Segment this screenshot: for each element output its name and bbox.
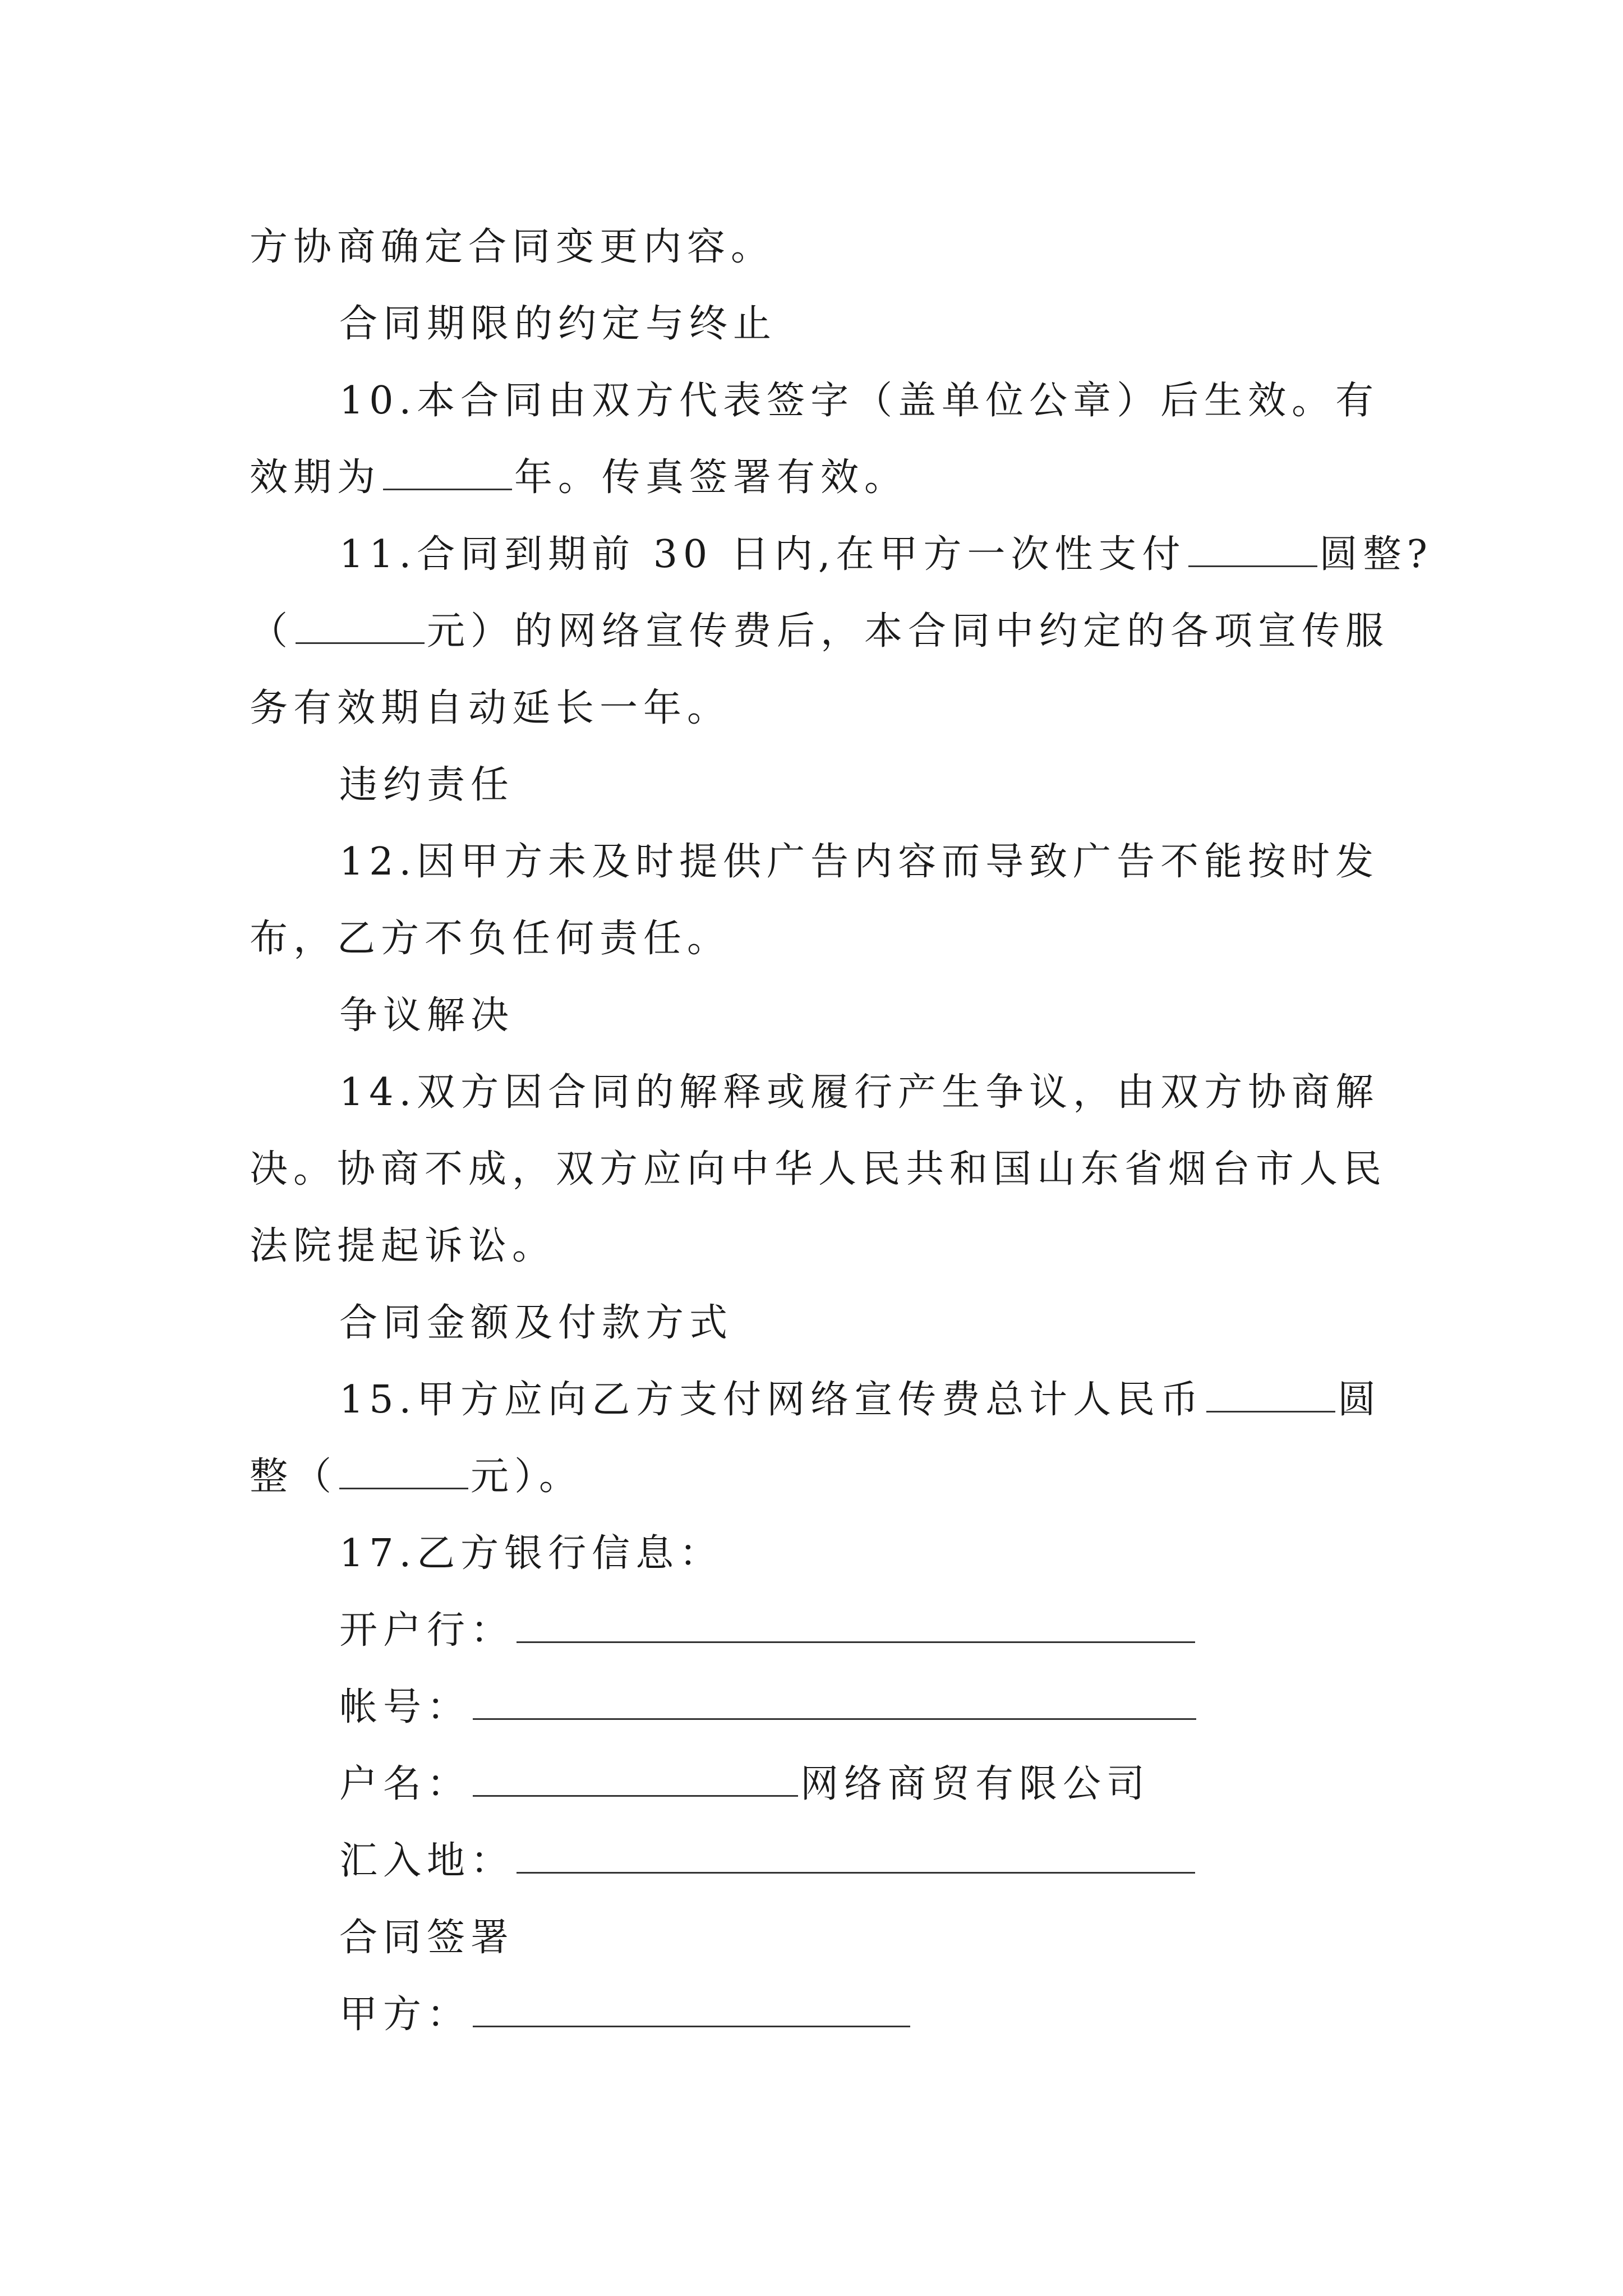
account-holder-blank[interactable] [473,1764,798,1797]
validity-years-blank[interactable] [383,457,512,490]
section-heading-breach [250,747,1394,823]
renewal-amount-words-blank[interactable] [1188,534,1317,567]
clause-10-line-2 [250,439,1394,516]
paragraph-text: 15.甲方应向乙方支付网络宣传费总计人民币 [339,1378,1205,1422]
heading-text: 争议解决 [339,993,515,1038]
fee-amount-number-blank[interactable] [339,1456,468,1489]
section-heading-signing [250,1899,1394,1976]
bank-name-blank[interactable] [517,1610,1195,1643]
paragraph-text: 效期为 [250,455,381,500]
heading-text: 违约责任 [339,763,515,807]
clause-11-line-3 [250,670,1394,747]
clause-14-line-2 [250,1131,1394,1208]
paragraph-text: 12.因甲方未及时提供广告内容而导致广告不能按时发 [339,840,1380,884]
bank-name-row [250,1592,1394,1669]
clause-14-line-1 [250,1054,1394,1131]
paragraph-text: 圆 [1338,1378,1382,1422]
account-number-row [250,1669,1394,1746]
clause-11-line-1 [250,516,1433,593]
clause-15-line-2 [250,1438,1394,1515]
paragraph-text: 整（ [250,1455,338,1499]
paragraph-text: 11.合同到期前 30 日内,在甲方一次性支付 [339,532,1186,577]
clause-12-line-1 [250,823,1394,900]
clause-14-line-3 [250,1208,1394,1285]
holder-suffix-text: 网络商贸有限公司 [800,1762,1151,1806]
paragraph-text: 务有效期自动延长一年。 [250,686,731,730]
paragraph-text: （ [250,609,294,654]
section-heading-term [250,286,1394,362]
paragraph-text: 方协商确定合同变更内容。 [250,225,775,269]
field-label: 开户行： [339,1608,515,1653]
paragraph-text: 17.乙方银行信息： [339,1531,723,1576]
party-a-row [250,1976,1394,2053]
paragraph-text: 元）。 [471,1455,583,1499]
account-number-blank[interactable] [473,1687,1196,1720]
section-heading-dispute [250,977,1394,1054]
fee-amount-words-blank[interactable] [1206,1379,1335,1412]
paragraph-text: 法院提起诉讼。 [250,1224,556,1268]
paragraph-text: 元）的网络宣传费后，本合同中约定的各项宣传服 [427,609,1390,654]
contract-page [250,209,1433,2053]
text-line [250,209,1394,286]
field-label: 户名： [339,1762,471,1806]
section-heading-amount [250,1285,1394,1361]
field-label: 帐号： [339,1685,471,1729]
paragraph-text: 布，乙方不负任何责任。 [250,917,731,961]
heading-text: 合同签署 [339,1916,515,1960]
clause-11-line-2 [250,593,1394,670]
clause-17 [250,1515,1394,1592]
account-holder-row [250,1746,1394,1823]
party-a-signature-blank[interactable] [473,1994,910,2027]
renewal-amount-number-blank[interactable] [296,611,425,644]
paragraph-text: 年。传真签署有效。 [514,455,909,500]
field-label: 甲方： [339,1993,471,2037]
paragraph-text: 10.本合同由双方代表签字（盖单位公章）后生效。有 [339,379,1380,423]
heading-text: 合同金额及付款方式 [339,1301,734,1345]
paragraph-text: 圆整? [1319,532,1433,577]
paragraph-text: 决。协商不成，双方应向中华人民共和国山东省烟台市人民 [250,1147,1387,1191]
clause-12-line-2 [250,900,1394,977]
remit-location-row [250,1823,1394,1899]
clause-10-line-1 [250,362,1394,439]
clause-15-line-1 [250,1361,1394,1438]
paragraph-text: 14.双方因合同的解释或履行产生争议，由双方协商解 [339,1070,1380,1115]
remit-location-blank[interactable] [517,1841,1195,1874]
heading-text: 合同期限的约定与终止 [339,302,777,346]
field-label: 汇入地： [339,1839,515,1883]
